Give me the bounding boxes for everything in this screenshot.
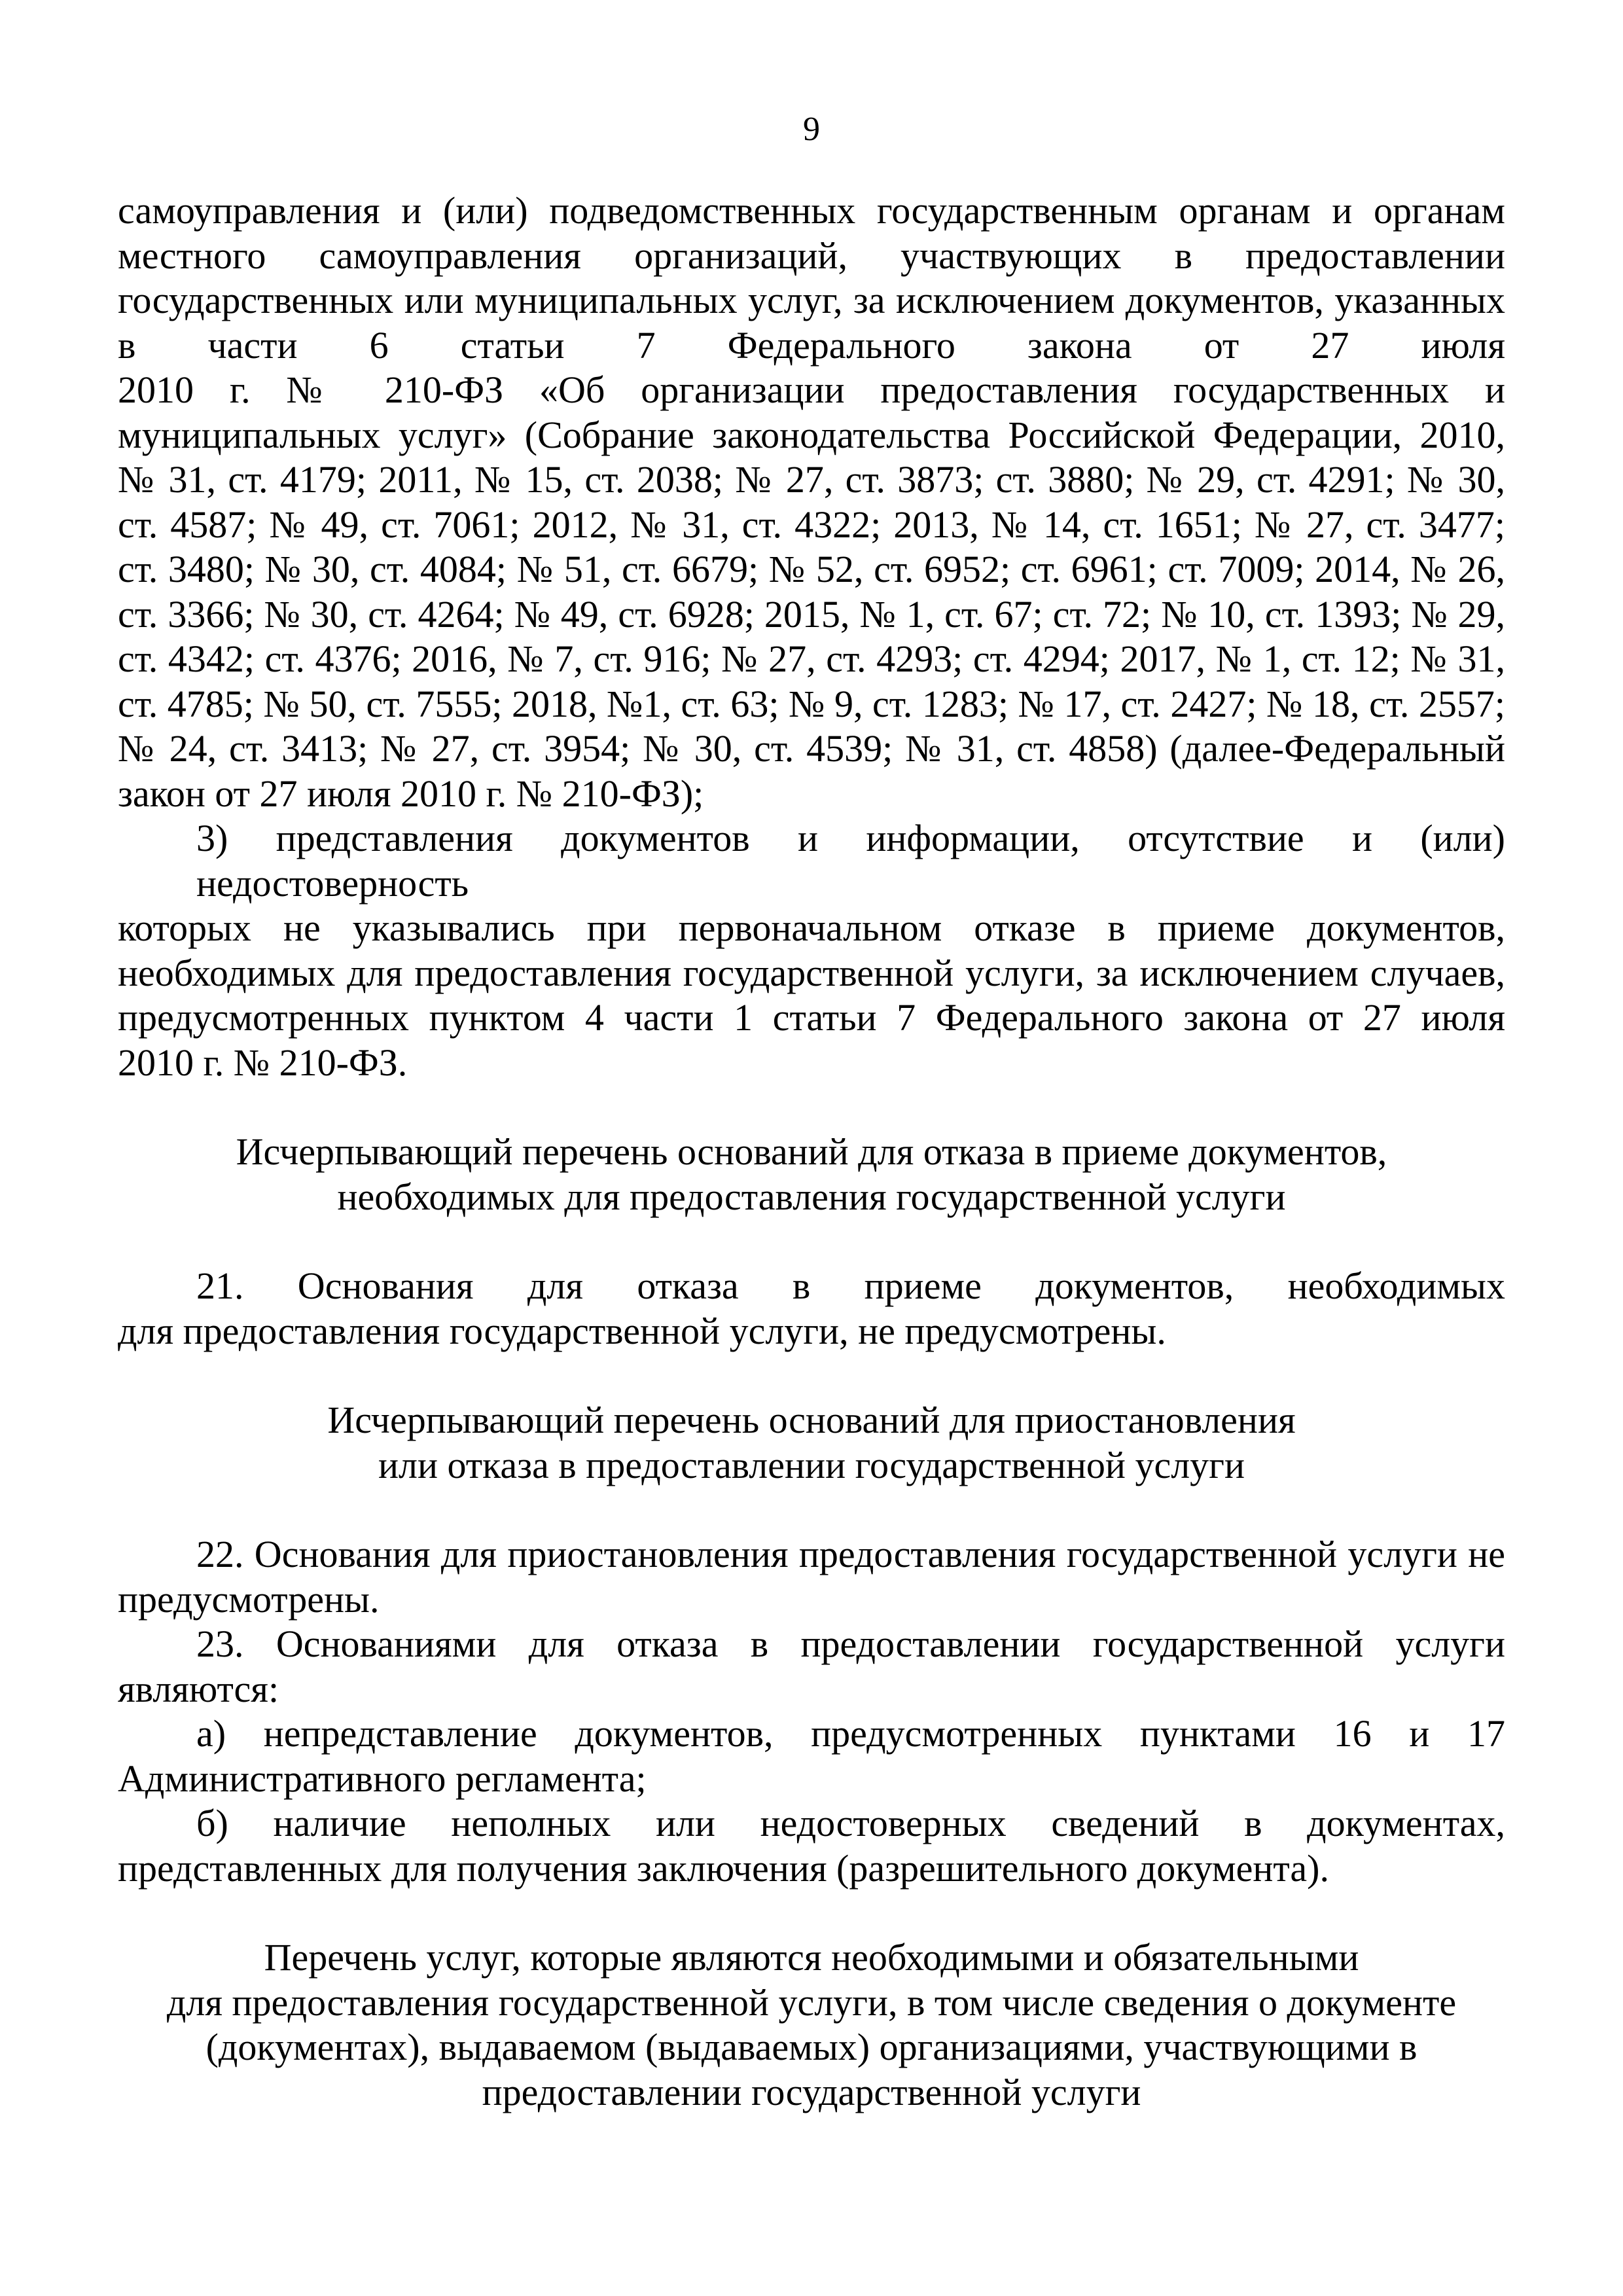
section-heading-suspension-refusal bbox=[118, 1398, 1505, 1488]
paragraph-item-3 bbox=[118, 816, 1505, 1085]
paragraph-continuation bbox=[118, 188, 1505, 816]
text-line: являются: bbox=[118, 1667, 279, 1710]
paragraph-item-23b bbox=[118, 1801, 1505, 1891]
text-line: предусмотренных пунктом 4 части 1 статьи 7 Федерального закона от 27 июля bbox=[118, 996, 1505, 1039]
text-line: для предоставления государственной услуги, не предусмотрены. bbox=[118, 1309, 1166, 1352]
document-body bbox=[118, 188, 1505, 2115]
text-line: в части 6 статьи 7 Федерального закона от 27 июля bbox=[118, 323, 1505, 367]
text-line: ст. 4587; № 49, ст. 7061; 2012, № 31, ст. 4322; 2013, № 14, ст. 1651; № 27, ст. 3477; bbox=[118, 503, 1505, 546]
heading-line: или отказа в предоставлении государственной услуги bbox=[378, 1443, 1245, 1486]
text-line: 2010 г. № 210-ФЗ «Об организации предоставления государственных и bbox=[118, 368, 1505, 411]
text-line: 23. Основаниями для отказа в предоставлении государственной услуги bbox=[196, 1623, 1505, 1665]
text-line: 3) представления документов и информации, отсутствие и (или) недостоверность bbox=[196, 817, 1505, 905]
text-line: местного самоуправления организаций, участвующих в предоставлении bbox=[118, 234, 1505, 277]
text-line: предусмотрены. bbox=[118, 1577, 380, 1621]
section-heading-refusal-acceptance bbox=[118, 1130, 1505, 1219]
text-line: представленных для получения заключения (разрешительного документа). bbox=[118, 1846, 1329, 1890]
paragraph-item-21 bbox=[118, 1264, 1505, 1354]
text-line: ст. 4342; ст. 4376; 2016, № 7, ст. 916; № 27, ст. 4293; ст. 4294; 2017, № 1, ст. 12; № 31, bbox=[118, 637, 1505, 680]
heading-line: для предоставления государственной услуги, в том числе сведения о документе bbox=[166, 1981, 1457, 2024]
text-line: № 24, ст. 3413; № 27, ст. 3954; № 30, ст. 4539; № 31, ст. 4858) (далее-Федеральный bbox=[118, 727, 1505, 770]
text-line: ст. 3366; № 30, ст. 4264; № 49, ст. 6928; 2015, № 1, ст. 67; ст. 72; № 10, ст. 1393; № 29, bbox=[118, 592, 1505, 636]
section-heading-required-services bbox=[118, 1935, 1505, 2115]
heading-line: Исчерпывающий перечень оснований для отказа в приеме документов, bbox=[236, 1130, 1387, 1173]
text-line: 21. Основания для отказа в приеме документов, необходимых bbox=[196, 1265, 1505, 1307]
text-line: Административного регламента; bbox=[118, 1757, 647, 1800]
paragraph-item-23a bbox=[118, 1712, 1505, 1801]
text-line: самоуправления и (или) подведомственных государственным органам и органам bbox=[118, 189, 1505, 232]
text-line: муниципальных услуг» (Собрание законодательства Российской Федерации, 2010, bbox=[118, 413, 1505, 456]
text-line: государственных или муниципальных услуг, за исключением документов, указанных bbox=[118, 279, 1505, 321]
text-line: ст. 4785; № 50, ст. 7555; 2018, №1, ст. 63; № 9, ст. 1283; № 17, ст. 2427; № 18, ст. 2557; bbox=[118, 682, 1505, 725]
text-line: а) непредставление документов, предусмотренных пунктами 16 и 17 bbox=[196, 1712, 1505, 1755]
heading-line: Перечень услуг, которые являются необходимыми и обязательными bbox=[264, 1936, 1359, 1979]
text-line: ст. 3480; № 30, ст. 4084; № 51, ст. 6679; № 52, ст. 6952; ст. 6961; ст. 7009; 2014, № 26, bbox=[118, 548, 1505, 590]
heading-line: (документах), выдаваемом (выдаваемых) организациями, участвующими в bbox=[205, 2026, 1418, 2068]
text-line: закон от 27 июля 2010 г. № 210-ФЗ); bbox=[118, 772, 704, 815]
paragraph-item-23 bbox=[118, 1622, 1505, 1712]
text-line: которых не указывались при первоначальном отказе в приеме документов, bbox=[118, 906, 1505, 949]
text-line: б) наличие неполных или недостоверных сведений в документах, bbox=[196, 1802, 1505, 1844]
heading-line: необходимых для предоставления государственной услуги bbox=[337, 1175, 1286, 1218]
text-line: 2010 г. № 210-ФЗ. bbox=[118, 1041, 408, 1084]
text-line: № 31, ст. 4179; 2011, № 15, ст. 2038; № 27, ст. 3873; ст. 3880; № 29, ст. 4291; № 30, bbox=[118, 458, 1505, 501]
text-line: необходимых для предоставления государственной услуги, за исключением случаев, bbox=[118, 951, 1505, 994]
paragraph-item-22 bbox=[118, 1532, 1505, 1622]
page-number: 9 bbox=[803, 111, 820, 148]
heading-line: предоставлении государственной услуги bbox=[482, 2070, 1141, 2113]
text-line: 22. Основания для приостановления предоставления государственной услуги не bbox=[196, 1533, 1505, 1575]
heading-line: Исчерпывающий перечень оснований для приостановления bbox=[327, 1399, 1296, 1441]
